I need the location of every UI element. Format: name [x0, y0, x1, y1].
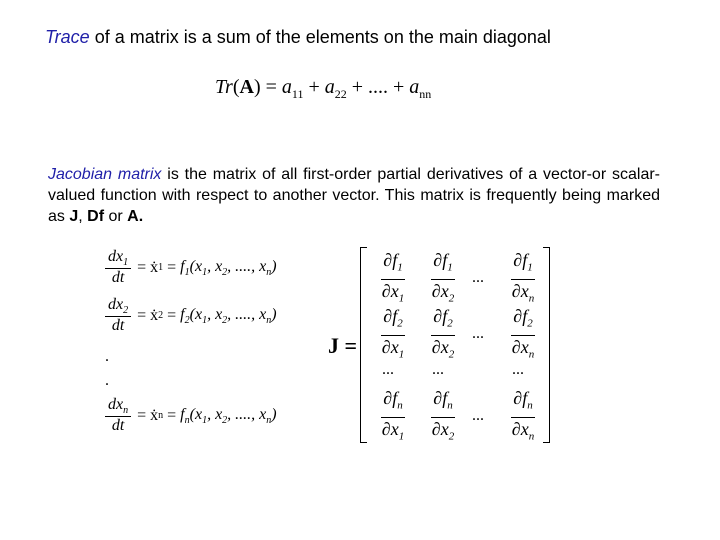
matrix-dots-3-n: ... — [512, 361, 524, 378]
trace-definition — [45, 27, 551, 48]
ode-vertical-dot-1: . — [105, 348, 109, 365]
jacobian-mark-df: Df — [87, 208, 105, 225]
jacobian-mark-j: J — [69, 208, 79, 225]
matrix-hdots-2: ... — [472, 325, 484, 342]
matrix-cell-n-2: $\partial f_n$ $\partial x_2$ — [431, 388, 455, 443]
trace-func: Tr — [215, 76, 233, 98]
ode-equation-n: $\frac{dx_n}{dt}$ = ẋ n = $f_n(x_1$, $x_2$, ...., $x_n$) — [105, 396, 277, 435]
matrix-dots-3-1: ... — [382, 361, 394, 378]
ode-equation-2: $\frac{dx_2}{dt}$ = ẋ 2 = $f_2(x_1$, $x_2$, ...., $x_n$) — [105, 296, 277, 335]
trace-formula: $Tr(A) = a_{11} + a_{22}$ + .... + $a_{nn}$ — [215, 76, 432, 101]
jacobian-mark-a: A — [127, 208, 139, 225]
trace-term: Trace — [45, 27, 90, 47]
jacobian-text: is the matrix of all first-order partial derivatives of a vector-or scalar-valued function with respect to another vector. This matrix is frequently being marked as — [48, 166, 660, 225]
jacobian-sep2: or — [104, 208, 128, 225]
trace-term-1-sub: 11 — [291, 87, 304, 101]
ode-vertical-dot-2: . — [105, 372, 109, 389]
jacobian-sep1: , — [78, 208, 88, 225]
jacobian-symbol: J = — [328, 333, 358, 358]
matrix-dots-3-2: ... — [432, 361, 444, 378]
trace-term-1: a — [281, 76, 292, 98]
matrix-cell-2-2: $\partial f_2$ $\partial x_2$ — [431, 306, 455, 361]
trace-ellipsis: .... — [368, 76, 389, 98]
matrix-cell-1-2: $\partial f_1$ $\partial x_2$ — [431, 250, 455, 305]
matrix-left-bracket — [360, 247, 367, 443]
trace-arg: A — [239, 76, 254, 98]
ode-equation-1: $\frac{dx_1}{dt}$ = ẋ 1 = $f_1(x_1$, $x_2$, ...., $x_n$) — [105, 248, 277, 287]
jacobian-end: . — [138, 208, 144, 225]
jacobian-matrix — [360, 247, 550, 443]
trace-term-2-sub: 22 — [334, 87, 347, 101]
matrix-cell-2-n: $\partial f_2$ $\partial x_n$ — [511, 306, 535, 361]
trace-definition-text: of a matrix is a sum of the elements on the main diagonal — [89, 27, 551, 47]
matrix-cell-2-1: $\partial f_2$ $\partial x_1$ — [381, 306, 405, 361]
matrix-hdots-n: ... — [472, 407, 484, 424]
matrix-cell-n-1: $\partial f_n$ $\partial x_1$ — [381, 388, 405, 443]
matrix-cell-1-n: $\partial f_1$ $\partial x_n$ — [511, 250, 535, 305]
trace-term-2: a — [324, 76, 335, 98]
jacobian-term: Jacobian matrix — [48, 166, 162, 183]
trace-term-n: a — [409, 76, 420, 98]
trace-term-n-sub: nn — [419, 87, 432, 101]
jacobian-paragraph — [48, 164, 660, 227]
matrix-cell-n-n: $\partial f_n$ $\partial x_n$ — [511, 388, 535, 443]
matrix-hdots-1: ... — [472, 269, 484, 286]
matrix-cell-1-1: $\partial f_1$ $\partial x_1$ — [381, 250, 405, 305]
